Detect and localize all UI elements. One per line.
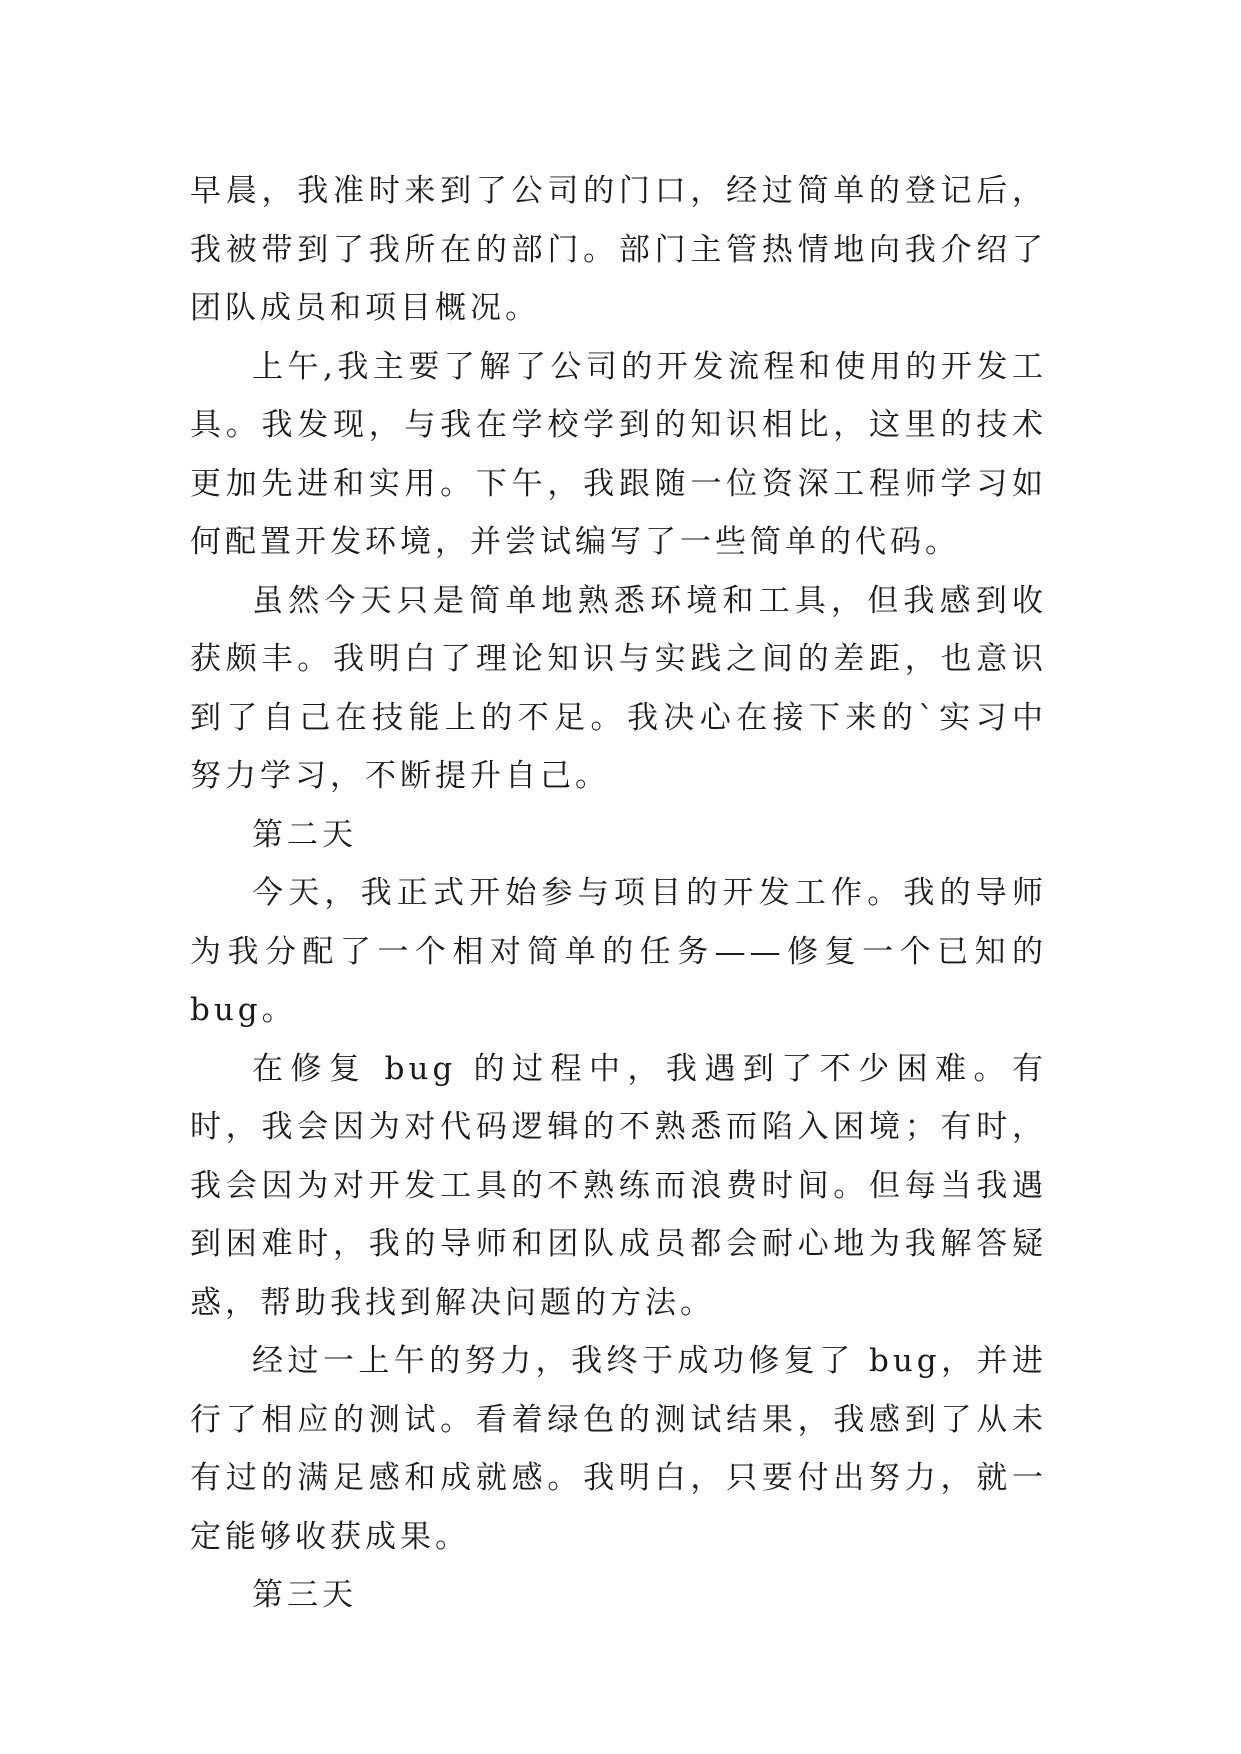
- paragraph-task: 今天，我正式开始参与项目的开发工作。我的导师为我分配了一个相对简单的任务——修复一个已知的 bug。: [190, 875, 1047, 1028]
- day-two-heading: 第二天: [252, 816, 357, 853]
- paragraph-difficulties: 在修复 bug 的过程中，我遇到了不少困难。有时，我会因为对代码逻辑的不熟悉而陷入困境；有时，我会因为对开发工具的不熟练而浪费时间。但每当我遇到困难时，我的导师和团队成员都会耐心地为我解答疑惑，帮助我找到解决问题的方法。: [190, 1050, 1047, 1321]
- document-body: [190, 162, 1047, 1625]
- day-three-heading: 第三天: [252, 1577, 357, 1613]
- paragraph-morning: 上午,我主要了解了公司的开发流程和使用的开发工具。我发现，与我在学校学到的知识相比，这里的技术更加先进和实用。下午，我跟随一位资深工程师学习如何配置开发环境，并尝试编写了一些简单的代码。: [190, 348, 1047, 560]
- paragraph-success: 经过一上午的努力，我终于成功修复了 bug，并进行了相应的测试。看着绿色的测试结果，我感到了从未有过的满足感和成就感。我明白，只要付出努力，就一定能够收获成果。: [190, 1343, 1047, 1555]
- paragraph-arrival: 早晨，我准时来到了公司的门口，经过简单的登记后，我被带到了我所在的部门。部门主管热情地向我介绍了团队成员和项目概况。: [190, 173, 1047, 326]
- paragraph-reflection: 虽然今天只是简单地熟悉环境和工具，但我感到收获颇丰。我明白了理论知识与实践之间的差距，也意识到了自己在技能上的不足。我决心在接下来的`实习中努力学习，不断提升自己。: [190, 582, 1047, 794]
